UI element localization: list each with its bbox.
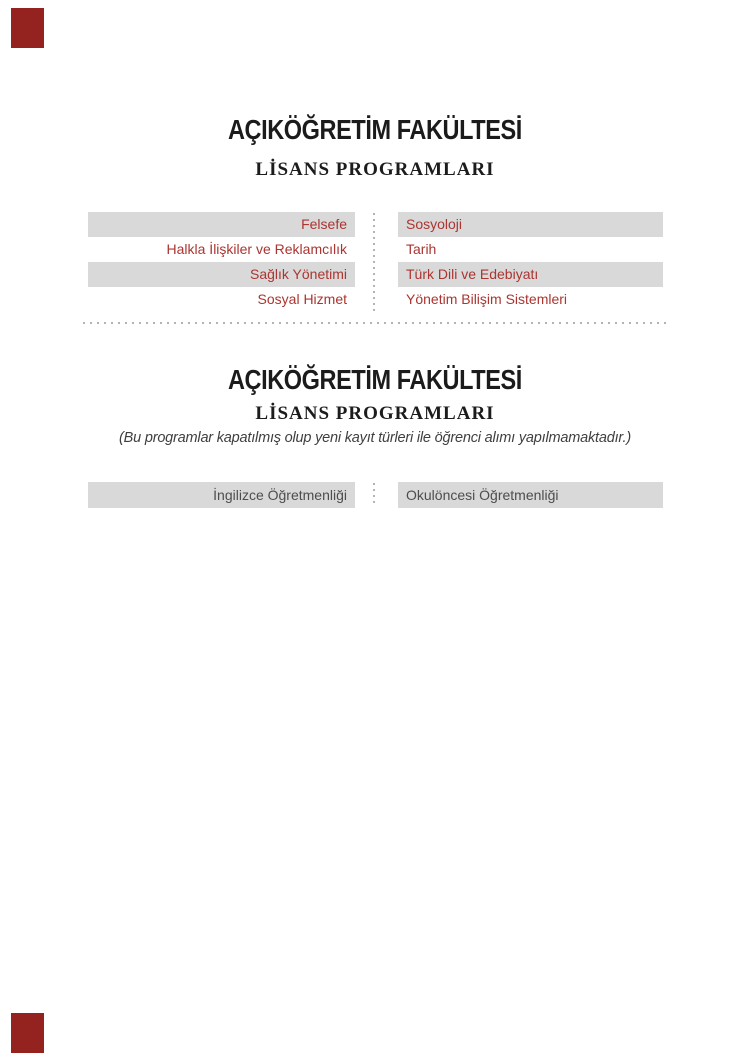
- section1-title-text: AÇIKÖĞRETİM FAKÜLTESİ: [228, 114, 522, 145]
- corner-mark-bottom: [11, 1013, 44, 1053]
- program-name-left: Felsefe: [88, 212, 355, 237]
- program-name-left: İngilizce Öğretmenliği: [88, 482, 355, 508]
- section1-title: [0, 114, 750, 146]
- program-table-closed: [88, 482, 663, 508]
- program-row: [88, 482, 663, 508]
- section-divider-dotted: [83, 322, 667, 324]
- corner-mark-top: [11, 8, 44, 48]
- program-name-right: Sosyoloji: [398, 212, 663, 237]
- program-name-right: Türk Dili ve Edebiyatı: [398, 262, 663, 287]
- column-gap: [355, 212, 398, 237]
- program-name-left: Halkla İlişkiler ve Reklamcılık: [166, 241, 347, 257]
- program-table-active: [88, 212, 663, 312]
- column-divider-dotted: [373, 483, 375, 507]
- column-gap: [355, 482, 398, 508]
- section2-title-text: AÇIKÖĞRETİM FAKÜLTESİ: [228, 364, 522, 395]
- column-divider-dotted: [373, 213, 375, 311]
- column-gap: [355, 262, 398, 287]
- section2-subtitle: LİSANS PROGRAMLARI: [255, 403, 495, 424]
- program-row: [88, 237, 663, 262]
- column-gap: [355, 287, 398, 312]
- section1-subtitle: LİSANS PROGRAMLARI: [255, 159, 495, 180]
- section2-title: [0, 364, 750, 396]
- program-name-right: Tarih: [406, 241, 437, 257]
- program-name-right: Okulöncesi Öğretmenliği: [398, 482, 663, 508]
- program-name-left: Sosyal Hizmet: [257, 291, 347, 307]
- column-gap: [355, 237, 398, 262]
- program-row: [88, 287, 663, 312]
- program-row: [88, 212, 663, 237]
- program-row: [88, 262, 663, 287]
- section2-closed-note: (Bu programlar kapatılmış olup yeni kayıt türleri ile öğrenci alımı yapılmamaktadır.): [119, 430, 631, 446]
- program-name-right: Yönetim Bilişim Sistemleri: [406, 291, 568, 307]
- program-name-left: Sağlık Yönetimi: [88, 262, 355, 287]
